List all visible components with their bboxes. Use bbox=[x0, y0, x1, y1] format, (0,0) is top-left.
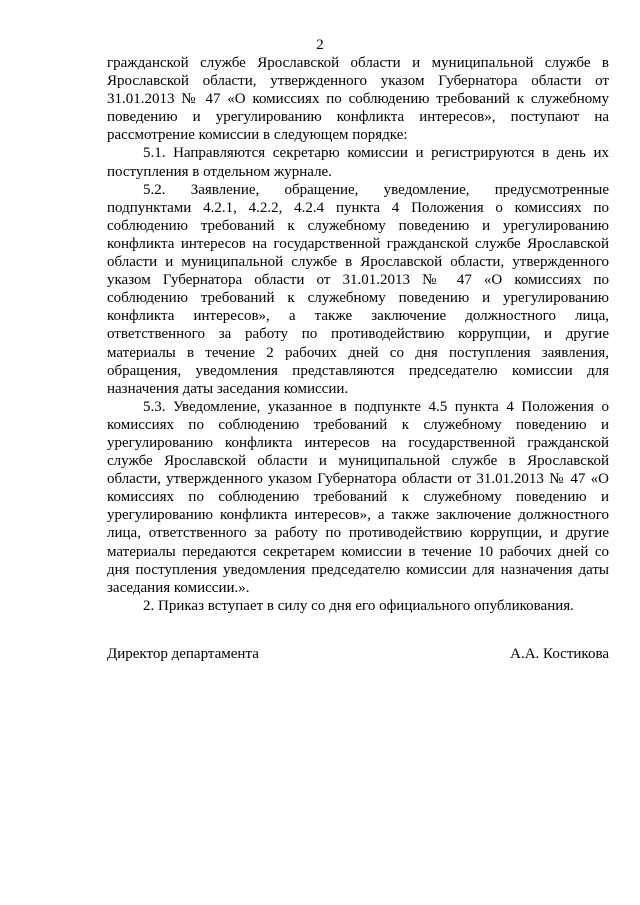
document-body bbox=[107, 54, 609, 615]
paragraph-5-3: 5.3. Уведомление, указанное в подпункте 4.5 пункта 4 Положения о комиссиях по соблюдению требований к служебному поведению и урегулированию конфликта интересов на государственной гражданской службе Ярославской области и муниципальной службе в Ярославской области, утвержденного указом Губернатора области от 31.01.2013 № 47 «О комиссиях по соблюдению требований к служебному поведению и урегулированию конфликта интересов», а также заключение должностного лица, ответственного за работу по противодействию коррупции, и другие материалы передаются секретарем комиссии в течение 10 рабочих дней со дня поступления уведомления председателю комиссии для назначения даты заседания комиссии.». bbox=[107, 398, 609, 596]
signatory-position: Директор департамента bbox=[107, 646, 259, 662]
page-number: 2 bbox=[316, 37, 324, 53]
intro-paragraph: гражданской службе Ярославской области и муниципальной службе в Ярославской области, утвержденного указом Губернатора области от 31.01.2013 № 47 «О комиссиях по соблюдению требований к служебному поведению и урегулированию конфликта интересов», поступают на рассмотрение комиссии в следующем порядке: bbox=[107, 55, 609, 144]
paragraph-5-1: 5.1. Направляются секретарю комиссии и регистрируются в день их поступления в отдельном журнале. bbox=[107, 145, 609, 180]
paragraph-2: 2. Приказ вступает в силу со дня его официального опубликования. bbox=[143, 597, 574, 614]
paragraph-5-2: 5.2. Заявление, обращение, уведомление, предусмотренные подпунктами 4.2.1, 4.2.2, 4.2.4 пункта 4 Положения о комиссиях по соблюдению требований к служебному поведению и урегулированию конфликта интересов на государственной гражданской службе Ярославской области и муниципальной службе в Ярославской области, утвержденного указом Губернатора области от 31.01.2013 № 47 «О комиссиях по соблюдению требований к служебному поведению и урегулированию конфликта интересов», а также заключение должностного лица, ответственного за работу по противодействию коррупции, и другие материалы в течение 2 рабочих дней со дня поступления заявления, обращения, уведомления представляются председателю комиссии для назначения даты заседания комиссии. bbox=[107, 181, 609, 397]
signatory-name: А.А. Костикова bbox=[510, 646, 609, 662]
